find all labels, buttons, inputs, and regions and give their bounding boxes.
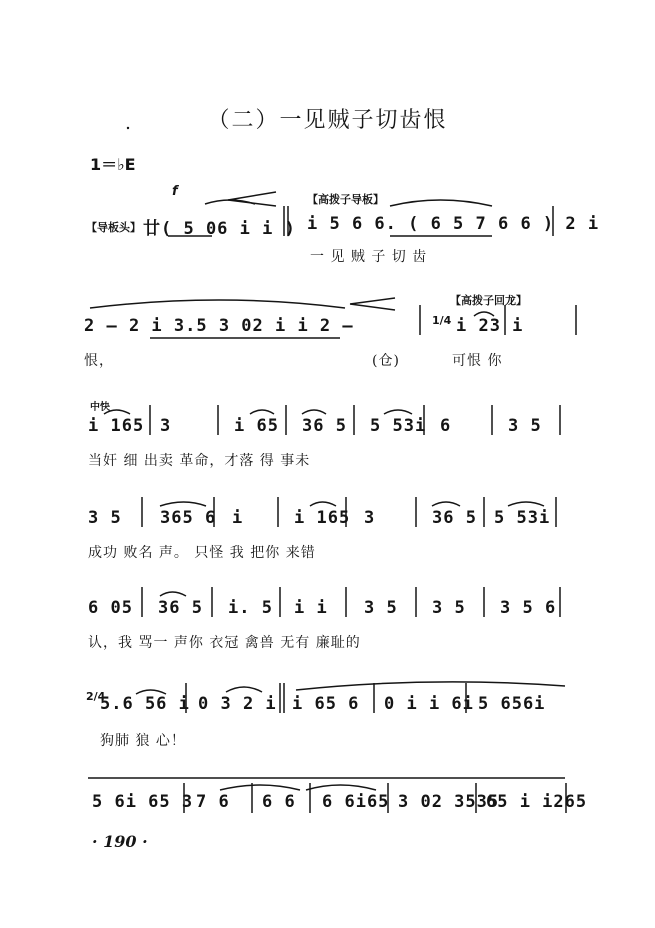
line4-lyrics: 成功 败名 声。 只怪 我 把你 来错 xyxy=(88,545,316,561)
slur xyxy=(310,502,336,506)
line7-measure-1: 5 6i 65 3 xyxy=(92,792,194,812)
line6-lyrics: 狗肺 狼 心！ xyxy=(100,733,186,749)
page-title: （二）一见贼子切齿恨 xyxy=(207,108,448,133)
line6-measure-4: 0 i i 6i xyxy=(384,694,474,714)
page-number: · 190 · xyxy=(92,832,148,851)
line7-measure-3: 6 6 xyxy=(262,792,296,812)
slur xyxy=(205,200,255,204)
crescendo-mark xyxy=(228,192,276,206)
print-speck xyxy=(127,127,129,129)
line3-lyrics: 当奸 细 出卖 革命，才落 得 事未 xyxy=(88,453,311,469)
line4-measure-2: 365 6 xyxy=(160,508,217,528)
line3-measure-5: 5 53i xyxy=(370,416,427,436)
line3-measure-1: i 165 xyxy=(88,416,145,436)
line6-measure-1: 5.6 56 i xyxy=(100,694,190,714)
line4-measure-7: 5 53i xyxy=(494,508,551,528)
dynamic-mark: f xyxy=(172,184,178,199)
slur xyxy=(306,785,376,790)
line4-measure-6: 36 5 xyxy=(432,508,477,528)
line3-measure-4: 36 5 xyxy=(302,416,347,436)
line6-time-signature: 2/4 xyxy=(86,690,106,703)
slur xyxy=(90,300,345,308)
line1-lyrics: 一 见 贼 子 切 齿 xyxy=(310,249,428,265)
line5-measure-2: 36 5 xyxy=(158,598,203,618)
line5-measure-4: i i xyxy=(294,598,328,618)
line2-lyrics-c: 可恨 你 xyxy=(452,353,503,369)
tempo-mark: 中快 xyxy=(90,402,110,413)
key-signature: 1＝♭E xyxy=(90,155,136,174)
line2-notes-b: i 23 i xyxy=(456,316,524,336)
slur xyxy=(302,410,326,414)
line2-lyrics-a: 恨， xyxy=(84,353,114,369)
line7-measure-6: 65 i i265 xyxy=(486,792,588,812)
line6-measure-3: i 65 6 xyxy=(292,694,360,714)
slur xyxy=(136,690,166,694)
line7-measure-4: 6 6i65 xyxy=(322,792,390,812)
slur xyxy=(296,682,565,690)
line2-tag: 【高拨子回龙】 xyxy=(450,294,527,307)
line1-notes-b: i 5 6 6. ( 6 5 7 6 6 ) 2 i xyxy=(307,214,600,234)
line3-measure-3: i 65 xyxy=(234,416,279,436)
slur xyxy=(220,785,300,790)
line2-lyrics-b: (仓) xyxy=(372,353,400,369)
line5-measure-7: 3 5 6 xyxy=(500,598,557,618)
slur xyxy=(160,502,206,506)
slur xyxy=(226,687,262,692)
line2-notes-a: 2 – 2 i 3.5 3 02 i i 2 – xyxy=(84,316,354,336)
line6-measure-5: 5 656i xyxy=(478,694,546,714)
decrescendo-mark xyxy=(350,298,395,310)
slur xyxy=(250,410,274,414)
line3-measure-7: 3 5 xyxy=(508,416,542,436)
line5-measure-1: 6 05 xyxy=(88,598,133,618)
line4-measure-5: 3 xyxy=(364,508,376,528)
slur xyxy=(104,410,130,414)
line4-measure-1: 3 5 xyxy=(88,508,122,528)
line3-measure-6: 6 xyxy=(440,416,452,436)
slur xyxy=(160,592,186,596)
slur xyxy=(390,200,492,206)
line2-time-signature: 1/4 xyxy=(432,314,452,327)
line5-lyrics: 认，我 骂一 声你 衣冠 禽兽 无有 廉耻的 xyxy=(88,635,361,651)
slur xyxy=(474,312,494,316)
line5-measure-3: i. 5 xyxy=(228,598,273,618)
line4-measure-4: i 165 xyxy=(294,508,351,528)
slur xyxy=(432,502,460,506)
line3-measure-2: 3 xyxy=(160,416,172,436)
line1-tag: 【高拨子导板】 xyxy=(307,193,384,206)
line6-measure-2: 0 3 2 i xyxy=(198,694,277,714)
line4-measure-3: i xyxy=(232,508,244,528)
line5-measure-6: 3 5 xyxy=(432,598,466,618)
slur xyxy=(384,410,412,414)
line7-measure-5: 3 02 3535 xyxy=(398,792,500,812)
line1-notes-a: 廿( 5 06 i i ) xyxy=(143,219,296,239)
line5-measure-5: 3 5 xyxy=(364,598,398,618)
prefix-label: 【导板头】 xyxy=(86,221,141,234)
slur xyxy=(508,502,544,506)
line7-measure-2: 7 6 xyxy=(196,792,230,812)
